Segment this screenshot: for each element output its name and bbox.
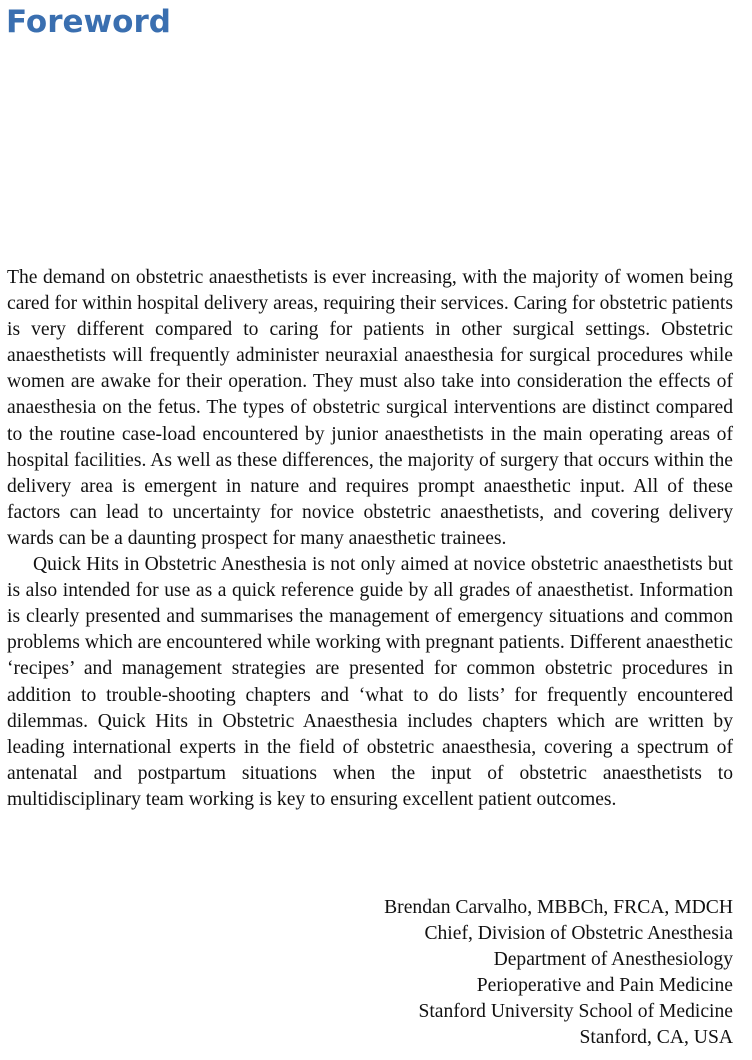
author-title: Chief, Division of Obstetric Anesthesia xyxy=(424,923,733,945)
author-location: Stanford, CA, USA xyxy=(579,1027,733,1049)
signature-block xyxy=(384,895,733,1052)
author-division: Perioperative and Pain Medicine xyxy=(476,975,733,997)
foreword-body xyxy=(7,265,733,813)
author-institution: Stanford University School of Medicine xyxy=(418,1001,733,1023)
author-name: Brendan Carvalho, MBBCh, FRCA, MDCH xyxy=(384,897,733,918)
author-department: Department of Anesthesiology xyxy=(493,949,733,971)
paragraph: Quick Hits in Obstetric Anesthesia is not only aimed at novice obstetric anaesthetists but is also intended for use as a quick reference guide by all grades of anaesthetist. Information is clearly presented and summarises the management of emergency situations and common problems which are encountered while working with pregnant patients. Different anaesthetic ‘recipes’ and management strategies are presented for common obstetric procedures in addition to trouble-shooting chapters and ‘what to do lists’ for frequently encountered dilemmas. Quick Hits in Obstetric Anaesthesia includes chapters which are written by leading international experts in the field of obstetric anaesthesia, covering a spectrum of antenatal and postpartum situations when the input of obstetric anaesthetists to multidisciplinary team working is key to ensuring excellent patient outcomes. xyxy=(7,554,733,810)
page-title: Foreword xyxy=(6,4,171,40)
paragraph: The demand on obstetric anaesthetists is ever increasing, with the majority of women being cared for within hospital delivery areas, requiring their services. Caring for obstetric patients is very different compared to caring for patients in other surgical settings. Obstetric anaesthetists will frequently administer neuraxial anaesthesia for surgical procedures while women are awake for their operation. They must also take into consideration the effects of anaesthesia on the fetus. The types of obstetric surgical interventions are distinct compared to the routine case-load encountered by junior anaesthetists in the main operating areas of hospital facilities. As well as these differences, the majority of surgery that occurs within the delivery area is emergent in nature and requires prompt anaesthetic input. All of these factors can lead to uncertainty for novice obstetric anaesthetists, and covering delivery wards can be a daunting prospect for many anaesthetic trainees. xyxy=(7,267,733,549)
